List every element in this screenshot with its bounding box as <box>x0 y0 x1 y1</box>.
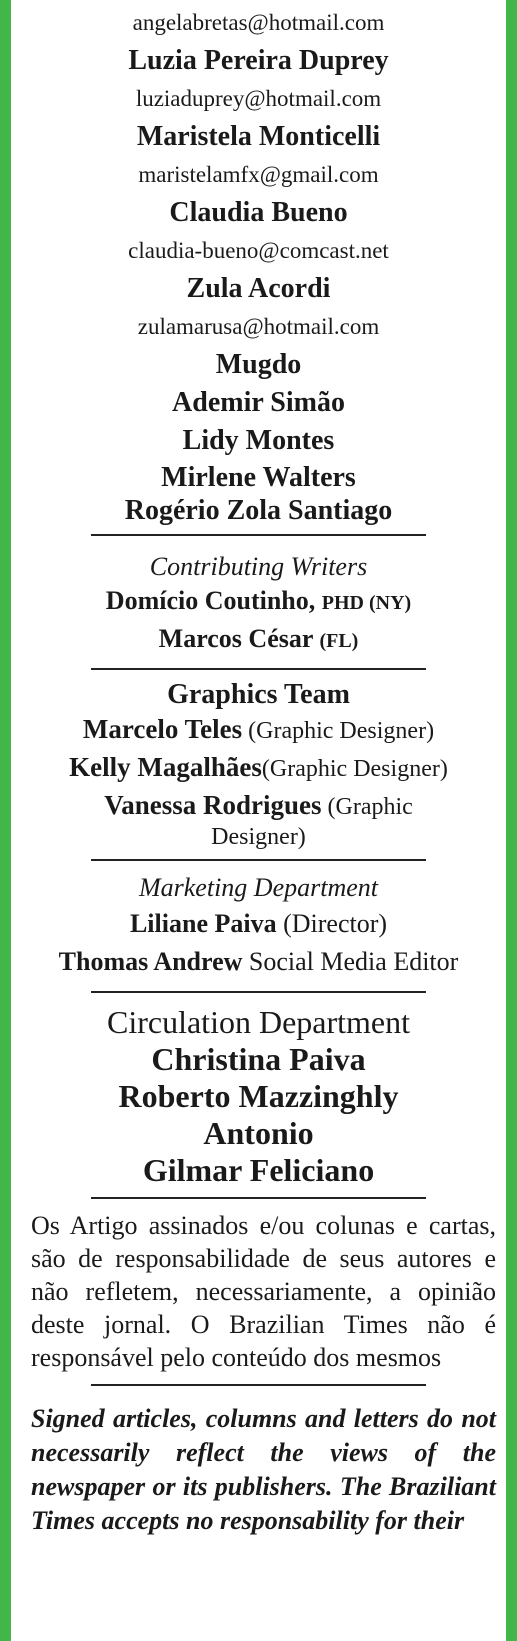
section-divider <box>91 668 426 670</box>
section-heading: Circulation Department <box>106 1004 410 1040</box>
member-role: (Graphic Designer) <box>261 756 448 782</box>
staff-email: luziaduprey@hotmail.com <box>135 86 382 111</box>
writer-line <box>11 622 506 660</box>
staff-email: zulamarusa@hotmail.com <box>137 314 380 339</box>
section-heading: Contributing Writers <box>149 552 368 581</box>
staff-name: Zula Acordi <box>186 273 331 304</box>
staff-email: maristelamfx@gmail.com <box>138 162 379 187</box>
circulation-name: Christina Paiva <box>151 1041 366 1077</box>
staff-name: Lidy Montes <box>182 425 335 456</box>
staff-name: Mugdo <box>215 349 302 380</box>
circulation-section <box>11 1003 506 1189</box>
circulation-name: Antonio <box>203 1115 314 1151</box>
member-role: Social Media Editor <box>248 947 459 976</box>
section-divider <box>91 859 426 861</box>
section-divider <box>91 534 426 536</box>
section-heading: Graphics Team <box>167 679 350 710</box>
disclaimer-english: Signed articles, columns and letters do not necessarily reflect the views of the newspaper or its publishers. The Braziliant Times accepts no responsability for their <box>31 1404 496 1535</box>
section-heading: Marketing Department <box>138 873 378 902</box>
section-divider <box>91 1197 426 1199</box>
circulation-name: Roberto Mazzinghly <box>118 1078 399 1114</box>
staff-name: Luzia Pereira Duprey <box>128 45 389 76</box>
writer-name: Marcos César <box>158 624 313 653</box>
staff-list <box>11 4 506 526</box>
writer-role: PHD (NY) <box>321 592 412 614</box>
team-member <box>11 943 506 981</box>
staff-email: claudia-bueno@comcast.net <box>128 238 389 263</box>
disclaimer-portuguese: Os Artigo assinados e/ou colunas e cartas, são de responsabilidade de seus autores e não refletem, necessariamente, a opinião deste jornal. O Brazilian Times não é responsável pelo conteúdo dos mesmos <box>31 1211 496 1372</box>
member-name: Thomas Andrew <box>58 947 243 976</box>
staff-name: Ademir Simão <box>172 387 345 418</box>
team-member <box>11 786 506 851</box>
writer-role: (FL) <box>319 630 359 652</box>
masthead-panel <box>11 0 506 1641</box>
member-name: Kelly Magalhães <box>69 752 262 782</box>
staff-email: angelabretas@hotmail.com <box>132 10 385 35</box>
staff-name: Rogério Zola Santiago <box>124 495 393 526</box>
marketing-section <box>11 871 506 981</box>
contributing-writers-section <box>11 550 506 660</box>
staff-name: Mirlene Walters <box>161 462 356 493</box>
writer-line <box>11 584 506 622</box>
graphics-team-section <box>11 680 506 851</box>
team-member <box>11 905 506 943</box>
member-role: (Director) <box>283 909 388 938</box>
member-role: (Graphic Designer) <box>211 794 413 850</box>
member-name: Marcelo Teles <box>82 714 243 744</box>
team-member <box>11 748 506 786</box>
team-member <box>11 710 506 748</box>
staff-name: Claudia Bueno <box>169 197 348 228</box>
member-role: (Graphic Designer) <box>248 718 435 744</box>
member-name: Liliane Paiva <box>129 909 277 938</box>
writer-name: Domício Coutinho, <box>105 586 316 615</box>
circulation-name: Gilmar Feliciano <box>142 1152 375 1188</box>
staff-name: Maristela Monticelli <box>136 121 381 152</box>
section-divider <box>91 991 426 993</box>
member-name: Vanessa Rodrigues <box>104 790 322 820</box>
section-divider <box>91 1384 426 1386</box>
